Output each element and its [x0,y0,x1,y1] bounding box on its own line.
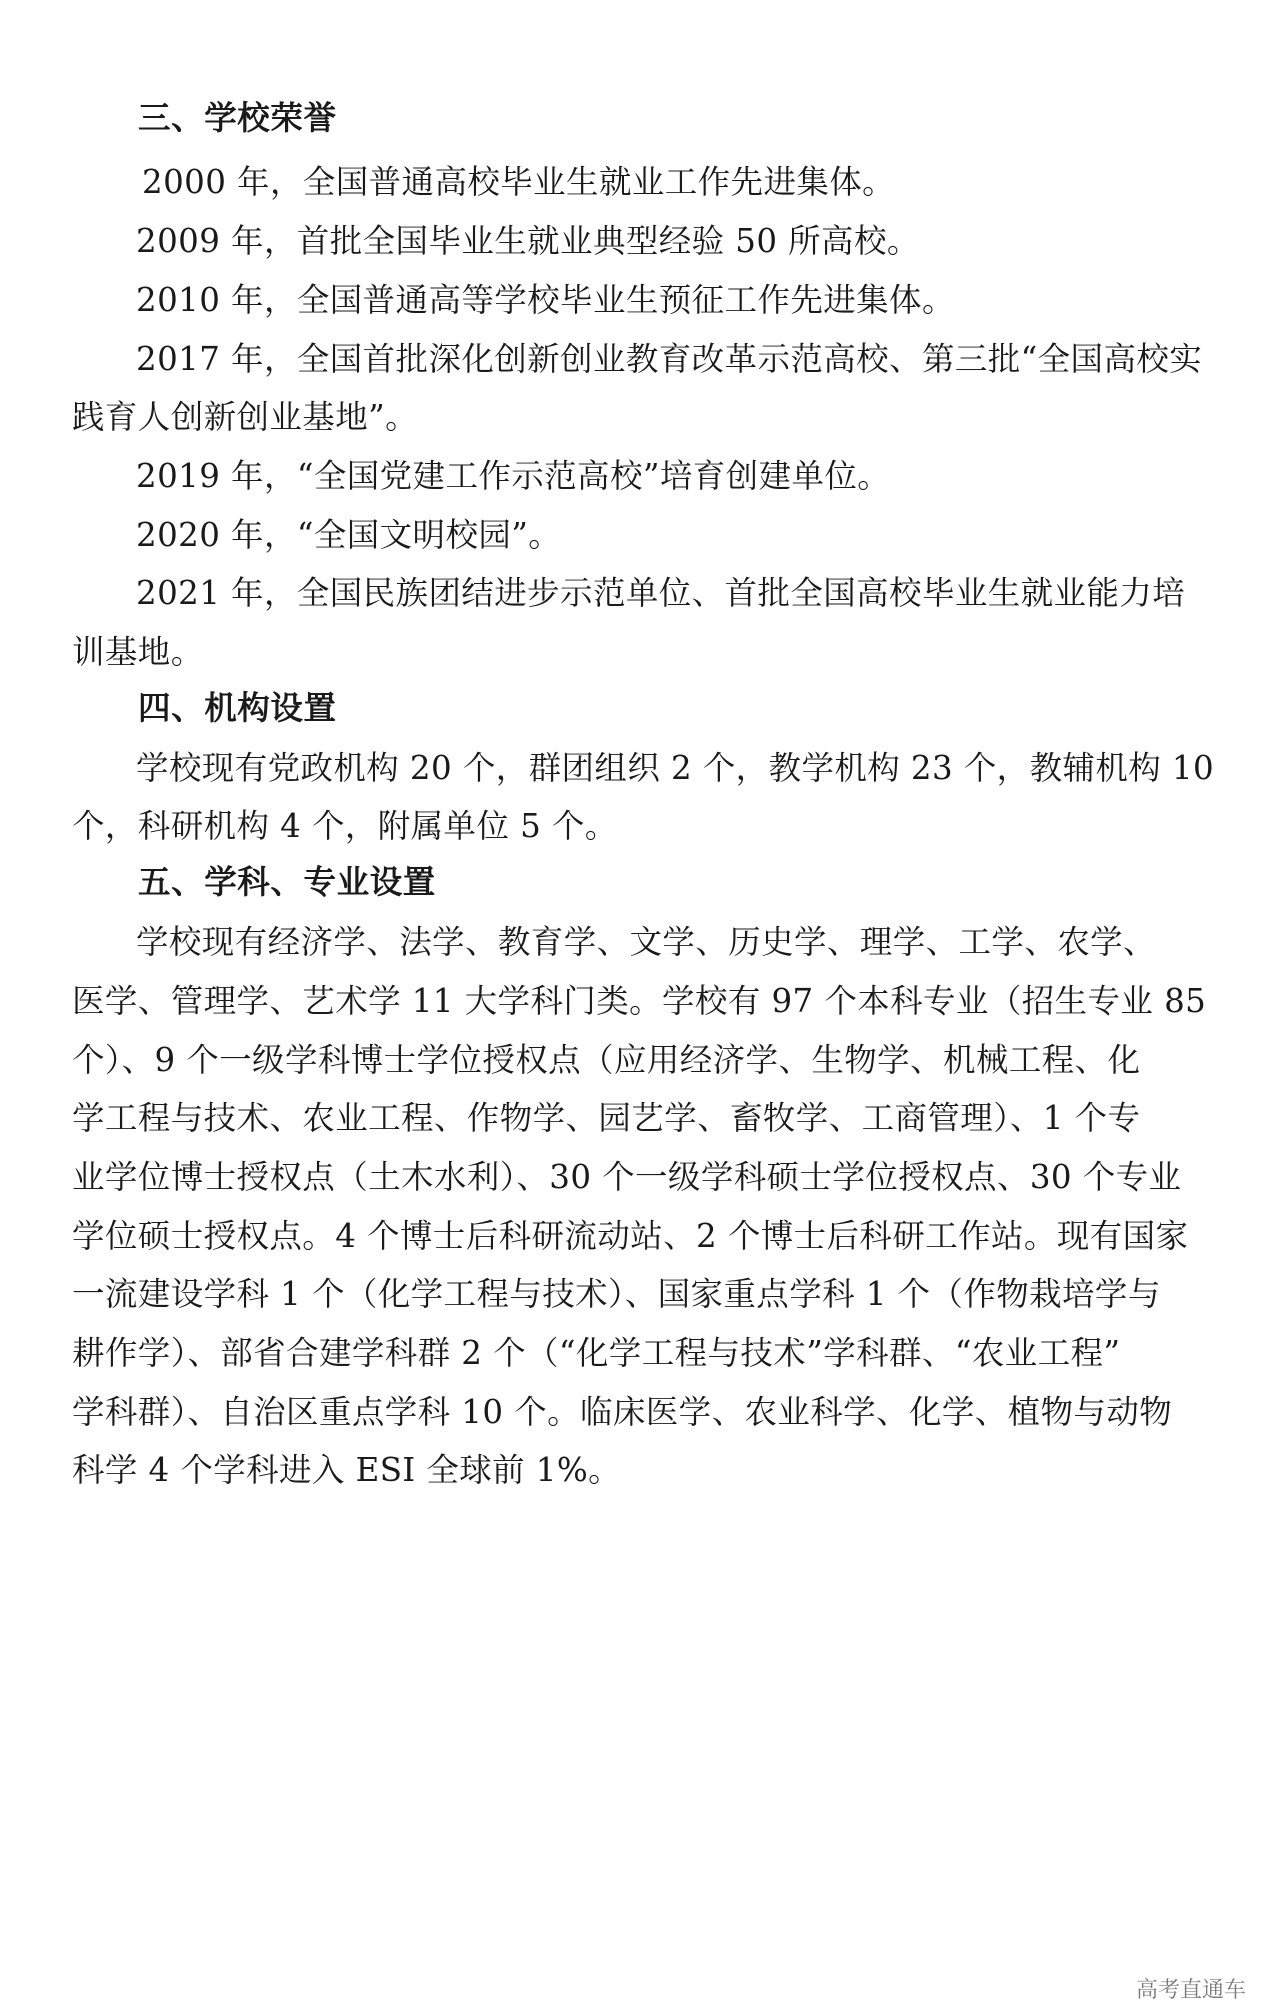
paragraph-line: 医学、管理学、艺术学 11 大学科门类。学校有 97 个本科专业（招生专业 85 [72,982,1207,1020]
paragraph-line: 学校现有党政机构 20 个，群团组织 2 个，教学机构 23 个，教辅机构 10 [136,749,1215,787]
paragraph-line: 学校现有经济学、法学、教育学、文学、历史学、理学、工学、农学、 [136,923,1156,961]
honor-line: 2019 年，“全国党建工作示范高校”培育创建单位。 [136,457,891,495]
honor-line: 2017 年，全国首批深化创新创业教育改革示范高校、第三批“全国高校实 [136,340,1203,378]
section-heading-institutions: 四、机构设置 [138,689,337,727]
paragraph-line: 科学 4 个学科进入 ESI 全球前 1%。 [72,1451,622,1489]
section-heading-disciplines: 五、学科、专业设置 [138,863,436,901]
section-heading-honors: 三、学校荣誉 [138,99,337,137]
paragraph-line: 业学位博士授权点（土木水利）、30 个一级学科硕士学位授权点、30 个专业 [72,1158,1182,1196]
paragraph-line: 学科群）、自治区重点学科 10 个。临床医学、农业科学、化学、植物与动物 [72,1393,1173,1431]
honor-line: 2021 年，全国民族团结进步示范单位、首批全国高校毕业生就业能力培 [136,574,1186,612]
paragraph-line: 学工程与技术、农业工程、作物学、园艺学、畜牧学、工商管理）、1 个专 [72,1099,1141,1137]
paragraph-line: 学位硕士授权点。4 个博士后科研流动站、2 个博士后科研工作站。现有国家 [72,1217,1189,1255]
honor-line: 2020 年，“全国文明校园”。 [136,516,562,554]
paragraph-line: 个，科研机构 4 个，附属单位 5 个。 [72,807,618,845]
paragraph-line: 耕作学）、部省合建学科群 2 个（“化学工程与技术”学科群、“农业工程” [72,1334,1121,1372]
watermark: 高考直通车 [1135,1978,1246,2003]
paragraph-line: 一流建设学科 1 个（化学工程与技术）、国家重点学科 1 个（作物栽培学与 [72,1275,1161,1313]
honor-line: 践育人创新创业基地”。 [72,398,419,436]
honor-line: 2009 年，首批全国毕业生就业典型经验 50 所高校。 [136,222,920,260]
honor-line: 2010 年，全国普通高等学校毕业生预征工作先进集体。 [136,281,955,319]
paragraph-line: 个）、9 个一级学科博士学位授权点（应用经济学、生物学、机械工程、化 [72,1041,1141,1079]
honor-line: 训基地。 [72,633,204,671]
honor-line: 2000 年，全国普通高校毕业生就业工作先进集体。 [142,163,896,201]
